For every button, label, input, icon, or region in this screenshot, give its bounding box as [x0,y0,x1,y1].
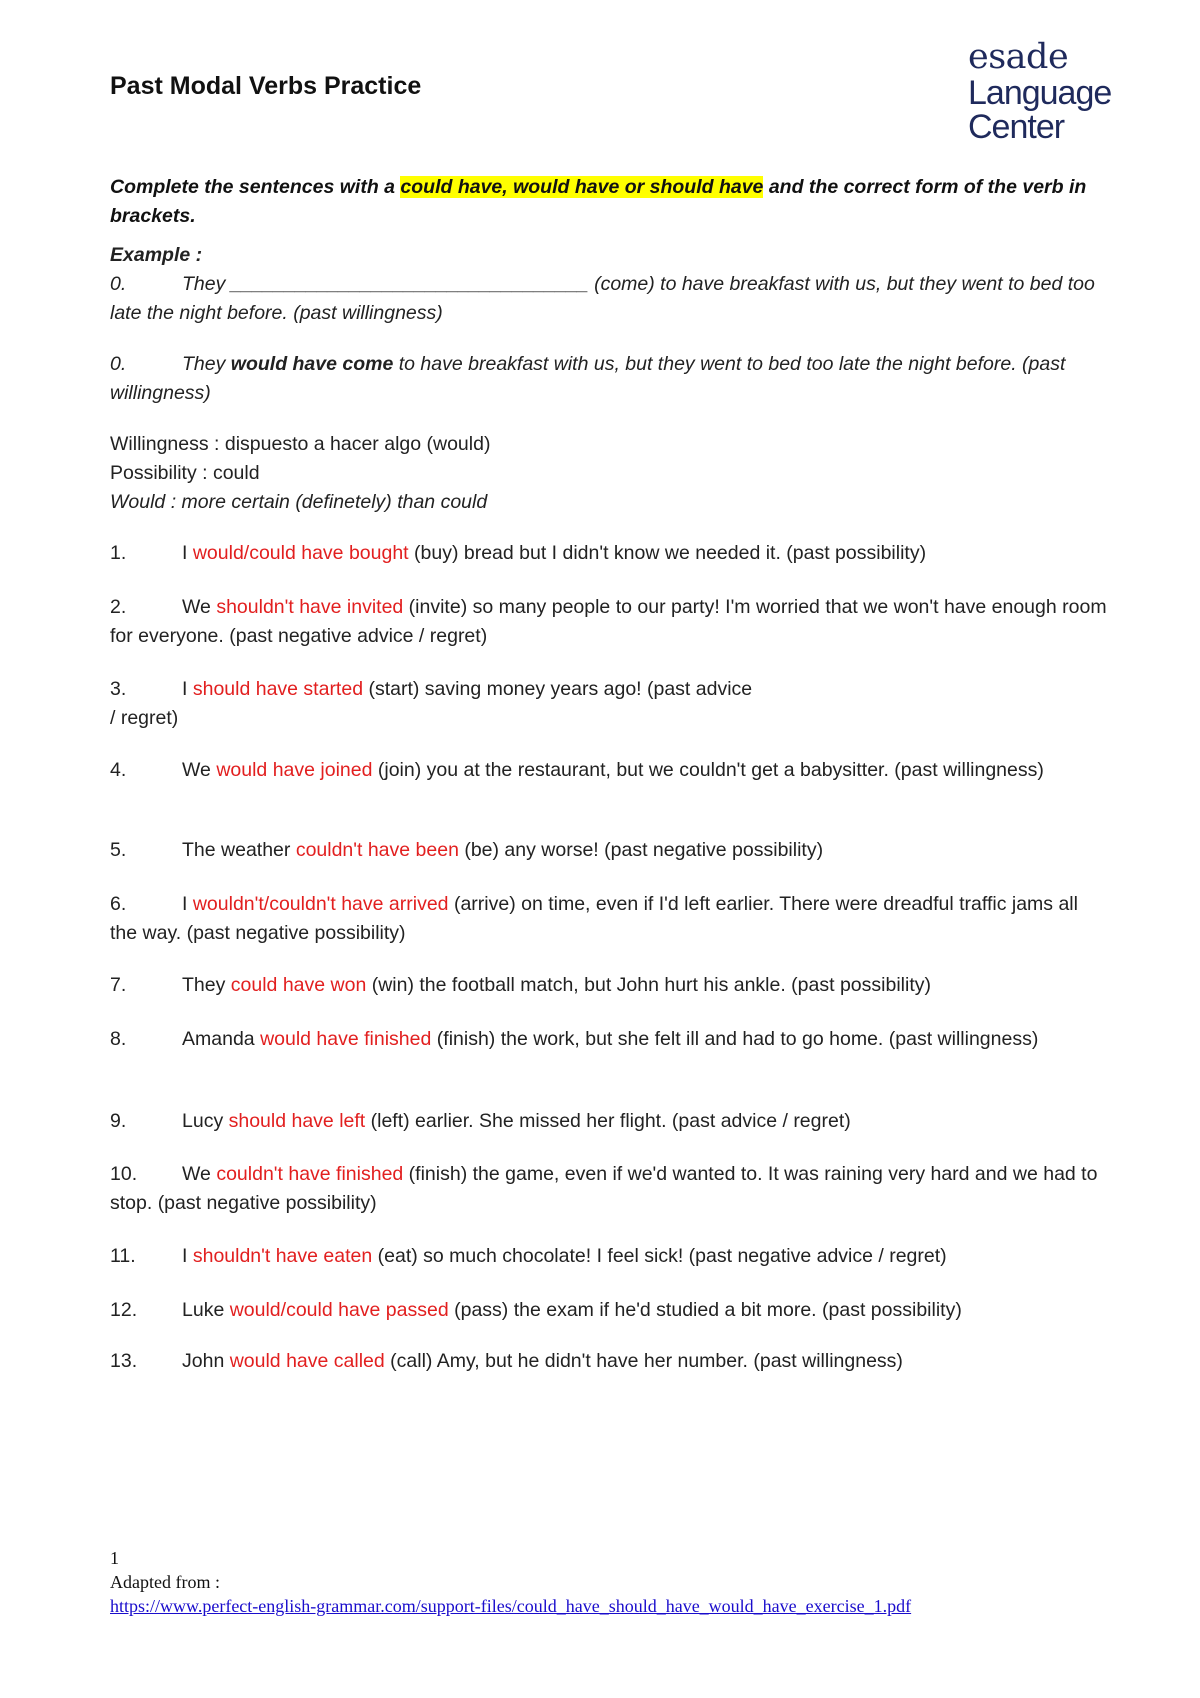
footnote [110,1546,911,1618]
answer-text: would have called [229,1350,385,1372]
exercise-item-5: 5. The weather couldn't have been (be) any worse! (past negative possibility) [110,839,824,861]
exercise-item-3: 3. I should have started (start) saving money years ago! (past advice / regret) [110,678,753,729]
note-willingness: Willingness : dispuesto a hacer algo (would) [110,433,491,455]
answer-text: could have won [230,974,367,996]
instructions [110,173,1100,231]
instructions-before: Complete the sentences with a [110,176,401,198]
logo-line-1: Language [968,74,1112,112]
example-question-text: They _________________________________ (come) to have breakfast with us, but they went to bed too late the night before. (past willingness) [110,273,1095,324]
footnote-adapted-label: Adapted from : [110,1572,220,1592]
exercise-item-13: 13. John would have called (call) Amy, but he didn't have her number. (past willingness) [110,1350,903,1372]
answer-text: wouldn't/couldn't have arrived [192,893,449,915]
example-question-number: 0. [110,273,127,295]
answer-text: shouldn't have eaten [192,1245,373,1267]
logo-line-2: Center [968,108,1065,146]
exercise-item-9: 9. Lucy should have left (left) earlier. She missed her flight. (past advice / regret) [110,1110,851,1132]
exercise-item-7: 7. They could have won (win) the football match, but John hurt his ankle. (past possibility) [110,974,931,996]
note-would: Would : more certain (definetely) than could [110,491,488,513]
answer-text: couldn't have been [295,839,459,861]
example-question [110,270,1110,328]
exercise-item-10: 10. We couldn't have finished (finish) the game, even if we'd wanted to. It was raining very hard and we had to stop. (past negative possibility) [110,1163,1098,1214]
answer-text: would have joined [216,759,373,781]
source-link[interactable]: https://www.perfect-english-grammar.com/support-files/could_have_should_have_would_have_exercise_1.pdf [110,1596,912,1616]
exercise-item-4: 4. We would have joined (join) you at the restaurant, but we couldn't get a babysitter. (past willingness) [110,759,1044,781]
answer-text: would/could have bought [192,542,409,564]
example-answer-bold: would have come [230,353,394,375]
footnote-number: 1 [110,1548,119,1568]
example-label: Example : [110,244,203,266]
example-answer-number: 0. [110,353,127,375]
example-answer: 0. They would have come to have breakfast with us, but they went to bed too late the night before. (past willingness) [110,350,1110,408]
answer-text: would/could have passed [229,1299,449,1321]
exercise-item-11: 11. I shouldn't have eaten (eat) so much chocolate! I feel sick! (past negative advice / regret) [110,1245,947,1267]
notes [110,430,1110,517]
exercise-item-1: 1. I would/could have bought (buy) bread but I didn't know we needed it. (past possibility) [110,542,927,564]
logo-brand: esade [968,37,1069,77]
exercise-item-8: 8. Amanda would have finished (finish) the work, but she felt ill and had to go home. (past willingness) [110,1028,1039,1050]
answer-text: should have started [192,678,364,700]
instructions-highlight: could have, would have or should have [400,176,764,198]
exercise-item-6: 6. I wouldn't/couldn't have arrived (arrive) on time, even if I'd left earlier. There were dreadful traffic jams all the way. (past negative possibility) [110,893,1078,944]
exercise-item-2: 2. We shouldn't have invited (invite) so many people to our party! I'm worried that we won't have enough room for everyone. (past negative advice / regret) [110,596,1107,647]
answer-text: would have finished [260,1028,432,1050]
answer-text: should have left [228,1110,366,1132]
answer-text: shouldn't have invited [216,596,404,618]
instructions-after: and the correct form of the verb in brackets. [110,176,1087,227]
page-title: Past Modal Verbs Practice [110,72,422,100]
esade-logo [968,38,1168,144]
answer-text: couldn't have finished [216,1163,404,1185]
note-possibility: Possibility : could [110,462,260,484]
exercise-item-12: 12. Luke would/could have passed (pass) the exam if he'd studied a bit more. (past possibility) [110,1299,962,1321]
